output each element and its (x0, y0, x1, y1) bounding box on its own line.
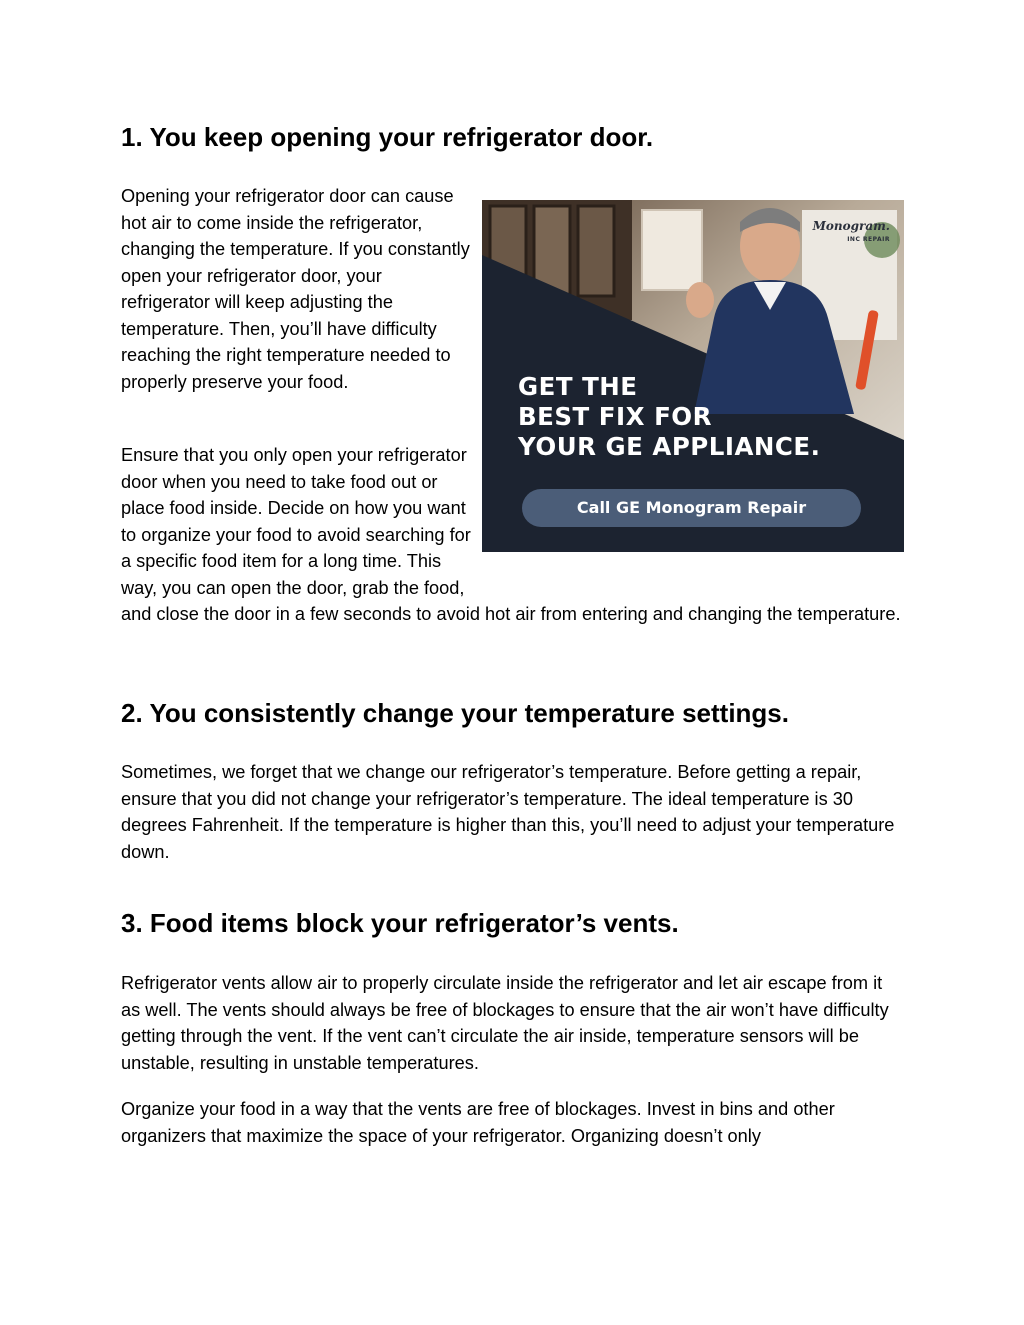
call-repair-button[interactable]: Call GE Monogram Repair (522, 489, 861, 527)
section-heading-1: 1. You keep opening your refrigerator door. (121, 122, 654, 152)
section-3-paragraph-2: Organize your food in a way that the vents are free of blockages. Invest in bins and other organizers that maximize the space of your refrigerator. Organizing doesn’t only (121, 1099, 835, 1146)
monogram-logo (813, 220, 890, 246)
section-3-paragraph-1: Refrigerator vents allow air to properly circulate inside the refrigerator and let air escape from it as well. The vents should always be free of blockages to ensure that the air won’t have difficulty getting through the vent. If the vent can’t circulate the air inside, temperature sensors will be unstable, resulting in unstable temperatures. (121, 973, 889, 1073)
ad-headline-line-3: YOUR GE APPLIANCE. (518, 432, 821, 461)
brand-subtitle: INC REPAIR (847, 236, 890, 243)
section-heading-3: 3. Food items block your refrigerator’s vents. (121, 908, 679, 938)
ad-headline-line-2: BEST FIX FOR (518, 402, 712, 431)
section-1-paragraph-2-text: Ensure that you only open your refrigerator door when you need to take food out or place food inside. Decide on how you want to organize your food to avoid searching for a specific food item for a long time. This way, you can open the door, grab the food, and close the door in a few seconds to avoid hot air from entering and changing the temperature. (121, 445, 901, 624)
section-2-paragraph-1: Sometimes, we forget that we change our refrigerator’s temperature. Before getting a repair, ensure that you did not change your refrigerator’s temperature. The ideal temperature is 30 degrees Fahrenheit. If the temperature is higher than this, you’ll need to adjust your temperature down. (121, 762, 895, 862)
section-heading-2: 2. You consistently change your temperature settings. (121, 698, 789, 728)
ad-banner[interactable] (482, 200, 904, 552)
section-1-paragraph-1: Opening your refrigerator door can cause hot air to come inside the refrigerator, changing the temperature. If you constantly open your refrigerator door, your refrigerator will keep adjusting the temperature. Then, you’ll have difficulty reaching the right temperature needed to properly preserve your food. (121, 186, 470, 392)
brand-name: Monogram. (812, 219, 890, 233)
ad-headline-line-1: GET THE (518, 372, 638, 401)
